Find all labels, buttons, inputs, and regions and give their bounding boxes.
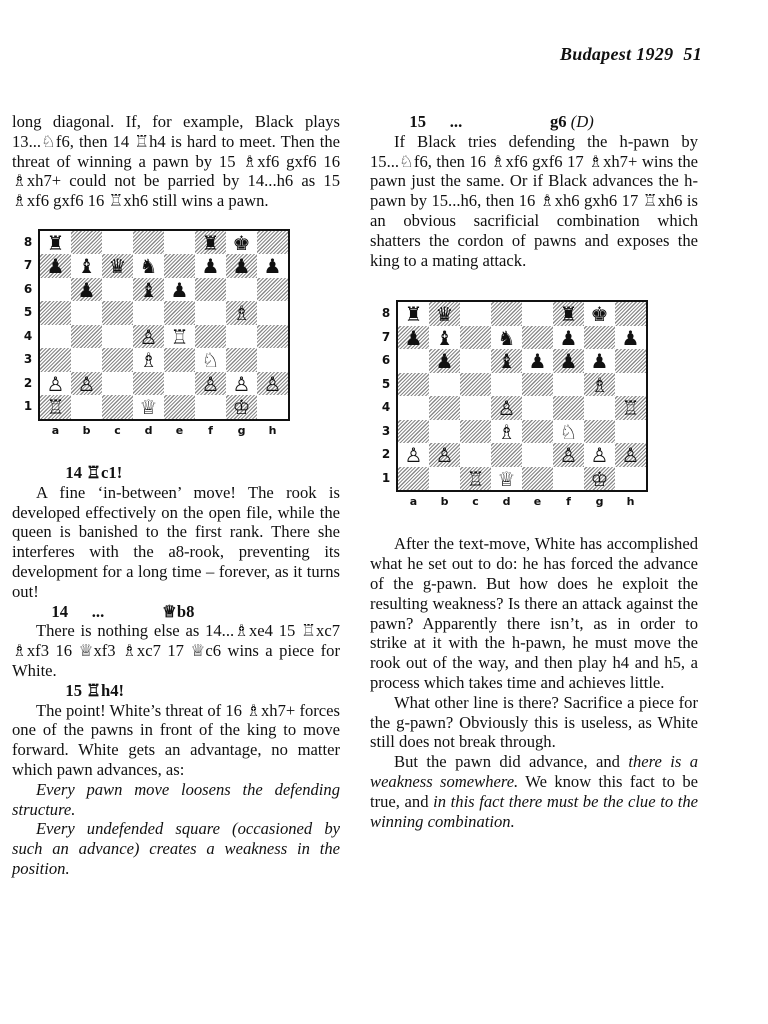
board-square-h8 [257, 231, 288, 255]
text-run-italic: in this fact there must be the clue to the winning combination. [370, 791, 698, 831]
board-square-d8 [133, 231, 164, 255]
board-square-g3 [584, 420, 615, 444]
board-square-e1 [164, 395, 195, 419]
board-square-h5 [257, 301, 288, 325]
board-square-g2 [226, 372, 257, 396]
board-square-c2 [460, 443, 491, 467]
board-square-h4 [615, 396, 646, 420]
board-square-d1 [491, 467, 522, 491]
board-square-a7 [398, 326, 429, 350]
board-square-f1 [553, 467, 584, 491]
board-square-h1 [257, 395, 288, 419]
move-text: ♖c1! [86, 462, 123, 482]
board-square-a3 [398, 420, 429, 444]
file-labels [398, 492, 646, 512]
board-square-f8 [195, 231, 226, 255]
board-square-c4 [102, 325, 133, 349]
board-square-g6 [226, 278, 257, 302]
board-square-b1 [71, 395, 102, 419]
chess-piece-icon: ♟ [263, 254, 282, 279]
board-square-h1 [615, 467, 646, 491]
rank-label: 7 [381, 329, 391, 344]
chess-piece-icon: ♝ [77, 254, 96, 279]
chess-piece-icon: ♝ [435, 325, 454, 350]
board-square-d2 [491, 443, 522, 467]
chess-piece-icon: ♚ [590, 302, 609, 327]
file-label: g [595, 495, 604, 509]
board-square-b5 [71, 301, 102, 325]
chess-piece-icon: ♟ [559, 349, 578, 374]
board-square-c4 [460, 396, 491, 420]
rank-labels [20, 231, 36, 419]
board-square-b7 [429, 326, 460, 350]
board-square-g7 [584, 326, 615, 350]
board-square-g6 [584, 349, 615, 373]
board-square-f5 [553, 373, 584, 397]
move-dots: ... [449, 112, 463, 131]
chess-piece-icon: ♙ [497, 396, 516, 421]
board-square-e4 [522, 396, 553, 420]
board-square-e2 [164, 372, 195, 396]
rank-label: 8 [23, 234, 33, 249]
chess-piece-icon: ♟ [201, 254, 220, 279]
rank-label: 5 [381, 376, 391, 391]
board-square-g5 [584, 373, 615, 397]
board-square-e3 [522, 420, 553, 444]
file-labels [40, 421, 288, 441]
board-square-g2 [584, 443, 615, 467]
chess-piece-icon: ♙ [201, 371, 220, 396]
board-square-c1 [102, 395, 133, 419]
board-square-h3 [615, 420, 646, 444]
board-square-d3 [491, 420, 522, 444]
board-square-h2 [615, 443, 646, 467]
file-label: a [409, 495, 418, 509]
board-square-d7 [491, 326, 522, 350]
board-square-g8 [584, 302, 615, 326]
paragraph [370, 752, 698, 831]
chess-diagram-1 [14, 229, 314, 449]
board-square-d3 [133, 348, 164, 372]
move-text: ♕b8 [162, 601, 195, 621]
chess-piece-icon: ♟ [404, 325, 423, 350]
board-square-b3 [429, 420, 460, 444]
board-square-h8 [615, 302, 646, 326]
board-square-f7 [195, 254, 226, 278]
board-square-a4 [40, 325, 71, 349]
text-run: But the pawn did advance, and [394, 752, 629, 772]
board-square-a1 [40, 395, 71, 419]
board-square-f2 [553, 443, 584, 467]
board-square-b8 [429, 302, 460, 326]
board-square-c6 [102, 278, 133, 302]
text-run: We know this fact to be true, and [370, 771, 698, 811]
board-square-b6 [71, 278, 102, 302]
board-square-f8 [553, 302, 584, 326]
paragraph: There is nothing else as 14...♗xe4 15 ♖xc7 ♗xf3 16 ♕xf3 ♗xc7 17 ♕c6 wins a piece for White. [12, 621, 340, 680]
file-label: f [208, 423, 213, 437]
rank-label: 2 [381, 447, 391, 462]
board-square-f4 [553, 396, 584, 420]
board-square-d4 [491, 396, 522, 420]
paragraph: Every pawn move loosens the defending structure. [12, 779, 340, 819]
chess-piece-icon: ♛ [435, 302, 454, 327]
board-square-d5 [491, 373, 522, 397]
chess-piece-icon: ♙ [46, 371, 65, 396]
board-square-f1 [195, 395, 226, 419]
board-square-b1 [429, 467, 460, 491]
chess-board [396, 300, 648, 492]
board-square-c8 [102, 231, 133, 255]
board-square-d8 [491, 302, 522, 326]
board-square-a5 [398, 373, 429, 397]
board-square-b2 [71, 372, 102, 396]
chess-piece-icon: ♜ [559, 302, 578, 327]
move-number: 15 [65, 680, 82, 700]
chess-piece-icon: ♟ [77, 277, 96, 302]
board-square-g1 [584, 467, 615, 491]
rank-label: 4 [381, 400, 391, 415]
board-square-a1 [398, 467, 429, 491]
rank-label: 6 [381, 353, 391, 368]
board-square-b4 [71, 325, 102, 349]
board-square-d5 [133, 301, 164, 325]
text-run-italic: there is a weakness somewhere. [370, 752, 698, 791]
move-dots: ... [91, 601, 105, 621]
chess-piece-icon: ♜ [404, 302, 423, 327]
file-label: d [144, 423, 153, 437]
board-square-c5 [102, 301, 133, 325]
paragraph: What other line is there? Sacrifice a piece for the g-pawn? Obviously this is useless, as White still does not break through. [370, 692, 698, 752]
chess-piece-icon: ♜ [201, 230, 220, 255]
file-label: b [440, 495, 449, 509]
chess-piece-icon: ♘ [559, 419, 578, 444]
rank-label: 1 [23, 399, 33, 414]
chess-piece-icon: ♝ [497, 349, 516, 374]
move-line [12, 602, 340, 622]
board-square-e1 [522, 467, 553, 491]
board-square-b7 [71, 254, 102, 278]
board-square-e3 [164, 348, 195, 372]
board-square-b6 [429, 349, 460, 373]
chess-piece-icon: ♟ [435, 349, 454, 374]
board-square-a2 [398, 443, 429, 467]
chess-piece-icon: ♕ [139, 395, 158, 420]
rank-label: 7 [23, 258, 33, 273]
board-square-e4 [164, 325, 195, 349]
chess-piece-icon: ♙ [404, 443, 423, 468]
board-square-f2 [195, 372, 226, 396]
chess-piece-icon: ♟ [528, 349, 547, 374]
file-label: f [566, 495, 571, 509]
board-square-g4 [226, 325, 257, 349]
board-square-b8 [71, 231, 102, 255]
chess-piece-icon: ♗ [497, 419, 516, 444]
chess-piece-icon: ♞ [139, 254, 158, 279]
board-square-b2 [429, 443, 460, 467]
board-square-c5 [460, 373, 491, 397]
chess-piece-icon: ♔ [232, 395, 251, 420]
rank-labels [378, 302, 394, 490]
board-square-g5 [226, 301, 257, 325]
board-square-a8 [40, 231, 71, 255]
board-square-h5 [615, 373, 646, 397]
chess-piece-icon: ♖ [621, 396, 640, 421]
chess-piece-icon: ♜ [46, 230, 65, 255]
board-square-e8 [522, 302, 553, 326]
paragraph: long diagonal. If, for example, Black plays 13...♘f6, then 14 ♖h4 is hard to meet. Then the threat of winning a pawn by 15 ♗xf6 gxf6 16 ♗xh7+ could not be parried by 14...h6 as 15 ♗xf6 gxf6 16 ♖xh6 still wins a pawn. [12, 112, 340, 211]
move-number: 14 [65, 462, 82, 482]
board-square-g7 [226, 254, 257, 278]
board-square-e7 [164, 254, 195, 278]
board-square-a2 [40, 372, 71, 396]
chess-piece-icon: ♟ [232, 254, 251, 279]
chess-piece-icon: ♞ [497, 325, 516, 350]
chess-piece-icon: ♖ [466, 466, 485, 491]
board-square-c2 [102, 372, 133, 396]
page-number: 51 [683, 44, 702, 64]
board-square-h7 [615, 326, 646, 350]
board-square-b4 [429, 396, 460, 420]
chess-piece-icon: ♙ [263, 371, 282, 396]
paragraph: After the text-move, White has accomplished what he set out to do: he has forced the advance of the g-pawn. But how does he exploit the resulting weakness? Is there an attack against the pawn? Apparently there isn’t, as in order to strike at it with the h-pawn, he must move the rook out of the way, and then play h4 and h5, a process which takes time and achieves little. [370, 534, 698, 692]
board-square-f3 [553, 420, 584, 444]
board-square-a6 [40, 278, 71, 302]
board-square-c7 [460, 326, 491, 350]
chess-diagram-2 [372, 300, 672, 520]
board-square-e6 [164, 278, 195, 302]
board-square-b5 [429, 373, 460, 397]
file-label: b [82, 423, 91, 437]
file-label: d [502, 495, 511, 509]
board-square-d1 [133, 395, 164, 419]
chess-piece-icon: ♙ [77, 371, 96, 396]
board-square-d4 [133, 325, 164, 349]
file-label: c [114, 423, 121, 437]
paragraph: A fine ‘in-between’ move! The rook is developed effectively on the open file, while the queen is banished to the first rank. There she interferes with the a8-rook, preventing its development for a long time – forever, as it turns out! [12, 482, 340, 601]
board-square-h7 [257, 254, 288, 278]
chess-piece-icon: ♟ [170, 277, 189, 302]
chess-piece-icon: ♟ [559, 325, 578, 350]
chess-piece-icon: ♙ [139, 324, 158, 349]
chess-piece-icon: ♝ [139, 277, 158, 302]
page-header [560, 44, 702, 65]
chess-piece-icon: ♙ [435, 443, 454, 468]
board-square-c3 [460, 420, 491, 444]
chess-piece-icon: ♕ [497, 466, 516, 491]
board-square-h2 [257, 372, 288, 396]
board-square-g4 [584, 396, 615, 420]
move-line [12, 463, 340, 483]
chess-piece-icon: ♙ [232, 371, 251, 396]
chess-piece-icon: ♗ [590, 372, 609, 397]
diagram-tag: (D) [570, 112, 594, 131]
board-square-h6 [257, 278, 288, 302]
chess-piece-icon: ♙ [559, 443, 578, 468]
chess-piece-icon: ♛ [108, 254, 127, 279]
rank-label: 1 [381, 470, 391, 485]
board-square-c3 [102, 348, 133, 372]
board-square-e7 [522, 326, 553, 350]
chess-piece-icon: ♔ [590, 466, 609, 491]
move-text: ♖h4! [86, 680, 125, 700]
chess-piece-icon: ♖ [170, 324, 189, 349]
board-square-g8 [226, 231, 257, 255]
board-square-c1 [460, 467, 491, 491]
board-square-c7 [102, 254, 133, 278]
chess-piece-icon: ♗ [232, 301, 251, 326]
file-label: e [175, 423, 184, 437]
rank-label: 4 [23, 328, 33, 343]
rank-label: 6 [23, 281, 33, 296]
board-square-f5 [195, 301, 226, 325]
board-square-h4 [257, 325, 288, 349]
move-line [12, 681, 340, 701]
move-number: 15 [409, 112, 426, 131]
board-square-h3 [257, 348, 288, 372]
board-square-a6 [398, 349, 429, 373]
board-square-b3 [71, 348, 102, 372]
chess-piece-icon: ♙ [621, 443, 640, 468]
file-label: g [237, 423, 246, 437]
file-label: c [472, 495, 479, 509]
board-square-e5 [522, 373, 553, 397]
move-number: 14 [51, 601, 68, 621]
rank-label: 8 [381, 306, 391, 321]
board-square-a8 [398, 302, 429, 326]
paragraph: The point! White’s threat of 16 ♗xh7+ forces one of the pawns in front of the king to move forward. White gets an advantage, no matter which pawn advances, as: [12, 700, 340, 779]
board-square-a5 [40, 301, 71, 325]
board-square-c8 [460, 302, 491, 326]
chess-piece-icon: ♟ [590, 349, 609, 374]
board-square-e2 [522, 443, 553, 467]
paragraph: If Black tries defending the h-pawn by 15...♘f6, then 16 ♗xf6 gxf6 17 ♗xh7+ wins the pawn just the same. Or if Black advances the h-pawn by 15...h6, then 16 ♗xh6 gxh6 17 ♖xh6 is an obvious sacrificial combination which shatters the cordon of pawns and exposes the king to a mating attack. [370, 131, 698, 270]
chess-piece-icon: ♘ [201, 348, 220, 373]
paragraph: Every undefended square (occasioned by such an advance) creates a weakness in the position. [12, 819, 340, 878]
board-square-a3 [40, 348, 71, 372]
board-square-c6 [460, 349, 491, 373]
file-label: h [626, 495, 635, 509]
move-text: g6 [550, 112, 567, 131]
board-square-f4 [195, 325, 226, 349]
board-square-d6 [491, 349, 522, 373]
chess-piece-icon: ♗ [139, 348, 158, 373]
board-square-d6 [133, 278, 164, 302]
board-square-d2 [133, 372, 164, 396]
board-square-d7 [133, 254, 164, 278]
board-square-a7 [40, 254, 71, 278]
rank-label: 2 [23, 375, 33, 390]
file-label: a [51, 423, 60, 437]
board-square-f6 [553, 349, 584, 373]
board-square-a4 [398, 396, 429, 420]
board-square-e8 [164, 231, 195, 255]
left-column [12, 112, 340, 879]
board-square-g3 [226, 348, 257, 372]
board-square-e5 [164, 301, 195, 325]
file-label: h [268, 423, 277, 437]
chess-piece-icon: ♟ [621, 325, 640, 350]
chess-piece-icon: ♟ [46, 254, 65, 279]
board-square-g1 [226, 395, 257, 419]
rank-label: 5 [23, 305, 33, 320]
chess-piece-icon: ♖ [46, 395, 65, 420]
board-square-f7 [553, 326, 584, 350]
board-square-e6 [522, 349, 553, 373]
move-line [370, 112, 698, 132]
board-square-f6 [195, 278, 226, 302]
board-square-f3 [195, 348, 226, 372]
board-square-h6 [615, 349, 646, 373]
chess-piece-icon: ♙ [590, 443, 609, 468]
rank-label: 3 [23, 352, 33, 367]
right-column [370, 112, 698, 831]
rank-label: 3 [381, 423, 391, 438]
chess-piece-icon: ♚ [232, 230, 251, 255]
chess-board [38, 229, 290, 421]
running-title: Budapest 1929 [559, 44, 674, 64]
file-label: e [533, 495, 542, 509]
